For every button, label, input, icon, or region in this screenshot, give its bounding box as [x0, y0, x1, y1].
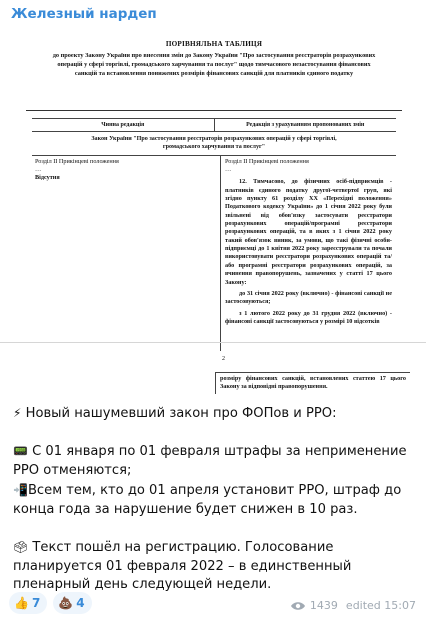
right-item-1: до 31 січня 2022 року (включно) - фінансові санкції не застосовуються;: [225, 289, 392, 306]
ellipsis-left: …: [35, 165, 42, 173]
reaction-count: 7: [31, 596, 41, 610]
post-line-3: 📲Всем тем, кто до 01 апреля установит РРО, штраф до конца года за нарушение будет снижен в 10 раз.: [13, 482, 402, 517]
pager-icon: 📟: [13, 444, 28, 459]
col-right-header: Редакція з урахуванням пропонованих змін: [214, 119, 397, 131]
doc-subtitle: до проекту Закону України про внесення змін до Закону України "Про застосування реєстраторів розрахункових операцій у сфері торгівлі, громадського харчування та послуг" щодо тимчасового незастосування фінансових санкцій та встановлення понижених розмірів фінансових санкцій для платників єдиного податку: [52, 51, 376, 77]
lightning-icon: ⚡: [13, 406, 22, 420]
channel-name[interactable]: Железный нардеп: [11, 6, 157, 22]
law-title: Закон України "Про застосування реєстраторів розрахункових операцій у сфері торгівлі, громадського харчування та послуг": [32, 132, 396, 155]
reaction-count: 4: [76, 596, 85, 610]
section-left: Розділ ІІ Прикінцеві положення: [35, 157, 119, 165]
post-text: [13, 404, 415, 595]
right-column: [221, 156, 396, 351]
col-left-header: Чинна редакція: [101, 122, 145, 128]
page-separator: [0, 342, 426, 343]
doc-title: ПОРІВНЯЛЬНА ТАБЛИЦЯ: [165, 40, 263, 48]
eye-icon: [290, 601, 306, 611]
thumbs-up-icon: 👍: [14, 596, 29, 610]
phone-arrow-icon: 📲: [13, 482, 28, 497]
ellipsis-right: …: [225, 165, 232, 173]
view-count: 1439: [309, 599, 338, 612]
table-header-row: [32, 118, 396, 132]
reactions-bar: [9, 592, 92, 614]
post-line-2: 📟 С 01 января по 01 февраля штрафы за неприменение РРО отменяются;: [13, 444, 407, 479]
reaction-poop[interactable]: [53, 592, 91, 614]
ballot-box-icon: 🗳: [13, 539, 29, 554]
comparison-table-page: [26, 30, 402, 330]
reaction-thumbs-up[interactable]: [9, 592, 47, 614]
page2-text: розміру фінансових санкцій, встановлених статтею 17 цього Закону за відповідні правопорушення.: [215, 372, 410, 394]
right-paragraph: 12. Тимчасово, до фізичних осіб-підприємців - платників єдиного податку другої-четвертої груп, які згідно пункту 61 розділу XX «Перехідні положення» Податкового кодексу України» до 1 січня 2022 року були звільнені від обов'язку застосувати реєстратори розрахункових операцій/програмні реєстратори розрахункових операцій, та в яких з 1 січня 2022 року такий обов'язок виник, за умови, що такі фізичні особи-підприємці до 1 квітня 2022 року зареєстрували та почали використовувати реєстратори розрахункових операцій та/або програмні реєстратори розрахункових операцій, за вчинення правопорушень, зазначених у статті 17 цього Закону:: [225, 178, 392, 286]
document-photo[interactable]: [0, 30, 426, 402]
table-body-row: [32, 156, 396, 351]
edited-time: edited 15:07: [345, 599, 416, 612]
left-column: [32, 156, 221, 351]
absent-label: Відсутня: [35, 174, 60, 182]
page-number: 2: [222, 356, 225, 362]
message-meta: [290, 599, 416, 612]
doc-rule: [26, 110, 402, 111]
post-line-1: ⚡ Новый нашумевший закон про ФОПов и РРО:: [13, 406, 337, 421]
doc-page-2: [26, 350, 406, 402]
right-item-2: з 1 лютого 2022 року до 31 грудня 2022 (включно) - фінансові санкції застосовуються у розмірі 10 відсотків: [225, 309, 392, 325]
poop-icon: 💩: [58, 596, 74, 610]
section-right: Розділ ІІ Прикінцеві положення: [225, 157, 309, 165]
post-line-4: 🗳 Текст пошёл на регистрацию. Голосование планируется 01 февраля 2022 – в единственный пленарный день следующей недели.: [13, 539, 352, 593]
comparison-table: [32, 118, 396, 351]
